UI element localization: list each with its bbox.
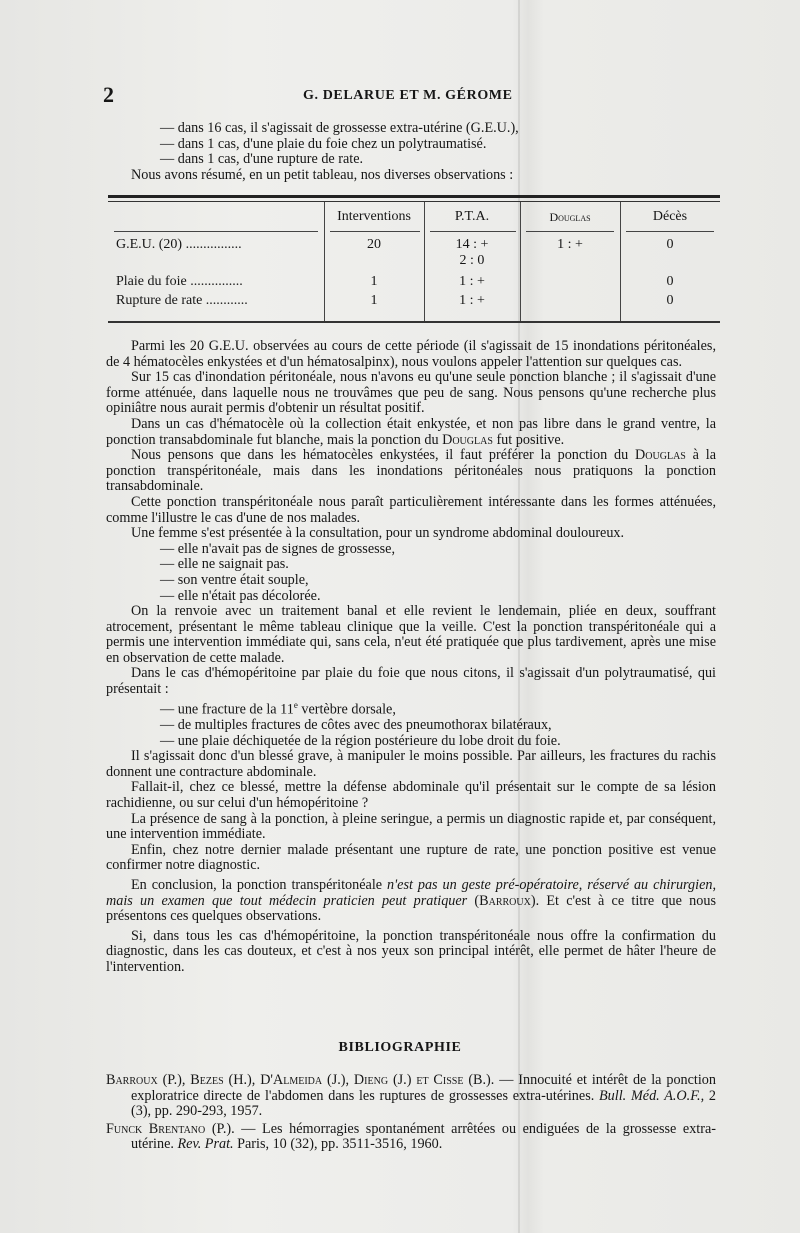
header-deces: Décès bbox=[652, 209, 688, 224]
observations-table bbox=[108, 195, 720, 323]
intro-item: — dans 16 cas, il s'agissait de grossesse extra-utérine (G.E.U.), bbox=[160, 120, 519, 136]
cell-deces: 0 bbox=[666, 293, 674, 308]
paragraph bbox=[106, 878, 716, 925]
row-label-foie: Plaie du foie ............... bbox=[116, 274, 243, 289]
table-bottom-rule bbox=[108, 321, 720, 323]
intro-summary: Nous avons résumé, en un petit tableau, nos diverses observations : bbox=[131, 166, 514, 183]
text-run: — une fracture de la 11 bbox=[160, 701, 294, 718]
reference-title: — Les hémorragies spontanément arrêtées ou endiguées de la grossesse extra-utérine. bbox=[131, 1120, 716, 1153]
paragraph bbox=[106, 417, 716, 448]
cell-douglas: 1 : + bbox=[557, 237, 583, 252]
reference bbox=[106, 1073, 716, 1120]
list-item: — elle n'était pas décolorée. bbox=[160, 587, 321, 604]
list-item: — de multiples fractures de côtes avec des pneumothorax bilatéraux, bbox=[160, 716, 552, 733]
page-header bbox=[103, 82, 723, 110]
reference bbox=[106, 1122, 716, 1153]
cell-pta: 14 : + bbox=[455, 237, 489, 252]
list-item bbox=[106, 698, 716, 718]
bibliography-heading: BIBLIOGRAPHIE bbox=[338, 1040, 462, 1055]
emphasis: n'est pas un geste pré-opératoire, réservé au chirurgien, mais un examen que tout médecin praticien peut pratiquer bbox=[106, 876, 717, 909]
text-run: fut positive. bbox=[492, 431, 565, 448]
intro-block bbox=[106, 121, 716, 183]
cell-interventions: 20 bbox=[367, 237, 381, 252]
cell-pta: 2 : 0 bbox=[459, 253, 485, 268]
text-run: ). Et c'est à ce titre que nous présentons ces quelques observations. bbox=[106, 892, 716, 925]
row-label-geu: G.E.U. (20) ................ bbox=[116, 237, 242, 252]
header-douglas: Douglas bbox=[549, 210, 591, 224]
paragraph bbox=[106, 448, 716, 495]
reference-details: 2 (3), pp. 290-293, 1957. bbox=[131, 1087, 716, 1120]
reference-authors: Barroux (P.), Bezes (H.), D'Almeida (J.), Dieng (J.) et Cisse (B.). bbox=[106, 1072, 495, 1088]
author-name: Barroux bbox=[479, 892, 531, 909]
list-item: — son ventre était souple, bbox=[160, 571, 309, 588]
cell-interventions: 1 bbox=[370, 274, 378, 289]
paragraph: Dans le cas d'hémopéritoine par plaie du foie que nous citons, il s'agissait d'un polytraumatisé, qui présentait : bbox=[106, 665, 716, 698]
cell-pta: 1 : + bbox=[459, 274, 485, 289]
cell-deces: 0 bbox=[666, 237, 674, 252]
header-underline bbox=[626, 231, 714, 232]
header-pta: P.T.A. bbox=[454, 209, 490, 224]
paragraph: Sur 15 cas d'inondation péritonéale, nous n'avons eu qu'une seule ponction blanche ; il s'agissait d'une forme atténuée, dans laquelle nous ne trouvâmes que peu de sang. Nous pensons qu'une recherche plus opiniâtre nous aurait permis d'obtenir un résultat positif. bbox=[106, 369, 716, 417]
table-top-rule-thin bbox=[108, 201, 720, 202]
page-number: 2 bbox=[103, 82, 114, 107]
reference-title: — Innocuité et intérêt de la ponction exploratrice directe de l'abdomen dans les ruptures de grossesses extra-utérines. bbox=[131, 1072, 716, 1104]
list-item: — elle ne saignait pas. bbox=[160, 556, 289, 573]
header-underline bbox=[526, 231, 614, 232]
paragraph: Une femme s'est présentée à la consultation, pour un syndrome abdominal douloureux. bbox=[131, 525, 625, 542]
bibliography bbox=[106, 1073, 716, 1153]
reference-journal: Rev. Prat. bbox=[177, 1136, 234, 1153]
intro-item: — dans 1 cas, d'une rupture de rate. bbox=[160, 151, 364, 168]
cell-interventions: 1 bbox=[370, 293, 378, 308]
paragraph: Fallait-il, chez ce blessé, mettre la défense abdominale qu'il présentait sur le compte de sa lésion rachidienne, ou sur celui d'un hémopéritoine ? bbox=[106, 779, 716, 811]
paragraph: On la renvoie avec un traitement banal et elle revient le lendemain, pliée en deux, souffrant atrocement, présentant le même tableau clinique que la veille. C'est la ponction transpéritonéale qui a permis une intervention immédiate qui, sans cela, n'eut été pratiquée que plus tardivement, après une mise en observation de cette malade. bbox=[106, 603, 716, 666]
paragraph: Cette ponction transpéritonéale nous paraît particulièrement intéressante dans les formes atténuées, comme l'illustre le cas d'une de nos malades. bbox=[106, 493, 716, 526]
header-underline bbox=[430, 231, 516, 232]
superscript: e bbox=[293, 699, 298, 710]
body-text bbox=[106, 339, 716, 975]
table-top-rule bbox=[108, 195, 720, 198]
reference-details: Paris, 10 (32), pp. 3511-3516, 1960. bbox=[233, 1136, 443, 1153]
cell-deces: 0 bbox=[666, 274, 674, 289]
running-head: G. DELARUE ET M. GÉROME bbox=[303, 88, 513, 103]
paragraph: Il s'agissait donc d'un blessé grave, à manipuler le moins possible. Par ailleurs, les fractures du rachis donnent une contracture abdominale. bbox=[106, 748, 716, 780]
list-item: — elle n'avait pas de signes de grossesse, bbox=[160, 540, 396, 557]
intro-item: — dans 1 cas, d'une plaie du foie chez un polytraumatisé. bbox=[160, 135, 487, 152]
text-run: à la ponction transpéritonéale, mais dans les inondations péritonéales nous pratiquons la ponction transabdominale. bbox=[106, 447, 716, 495]
reference-journal: Bull. Méd. A.O.F., bbox=[599, 1087, 705, 1104]
paragraph: Parmi les 20 G.E.U. observées au cours de cette période (il s'agissait de 15 inondations péritonéales, de 4 hématocèles enkystées et d'un hématosalpinx), nous voulons appeler l'attention sur quelques cas. bbox=[106, 338, 716, 370]
paragraph: Enfin, chez notre dernier malade présentant une rupture de rate, une ponction positive est venue confirmer notre diagnostic. bbox=[106, 841, 716, 874]
row-label-rate: Rupture de rate ............ bbox=[116, 293, 248, 308]
text-run: Dans un cas d'hématocèle où la collection était enkystée, et non pas libre dans le grand ventre, la ponction transabdominale fut blanche, mais la ponction du bbox=[106, 415, 716, 448]
author-name: Douglas bbox=[442, 431, 493, 448]
header-underline bbox=[114, 231, 318, 232]
list-item: — une plaie déchiquetée de la région postérieure du lobe droit du foie. bbox=[160, 732, 561, 749]
text-run: En conclusion, la ponction transpéritonéale bbox=[131, 876, 388, 893]
header-underline bbox=[330, 231, 420, 232]
text-run: Nous pensons que dans les hématocèles enkystées, il faut préférer la ponction du bbox=[131, 447, 636, 464]
text-run: vertèbre dorsale, bbox=[297, 701, 396, 718]
author-name: Douglas bbox=[635, 447, 686, 464]
paragraph: La présence de sang à la ponction, à pleine seringue, a permis un diagnostic rapide et, par conséquent, une intervention immédiate. bbox=[106, 810, 716, 843]
paragraph: Si, dans tous les cas d'hémopéritoine, la ponction transpéritonéale nous offre la confirmation du diagnostic, dans les cas douteux, et c'est à nos yeux son principal intérêt, elle permet de hâter l'heure de l'intervention. bbox=[106, 927, 716, 975]
cell-pta: 1 : + bbox=[459, 293, 485, 308]
text-run: ( bbox=[467, 892, 480, 909]
reference-authors: Funck Brentano (P.). bbox=[106, 1120, 235, 1137]
header-interventions: Interventions bbox=[337, 209, 411, 224]
